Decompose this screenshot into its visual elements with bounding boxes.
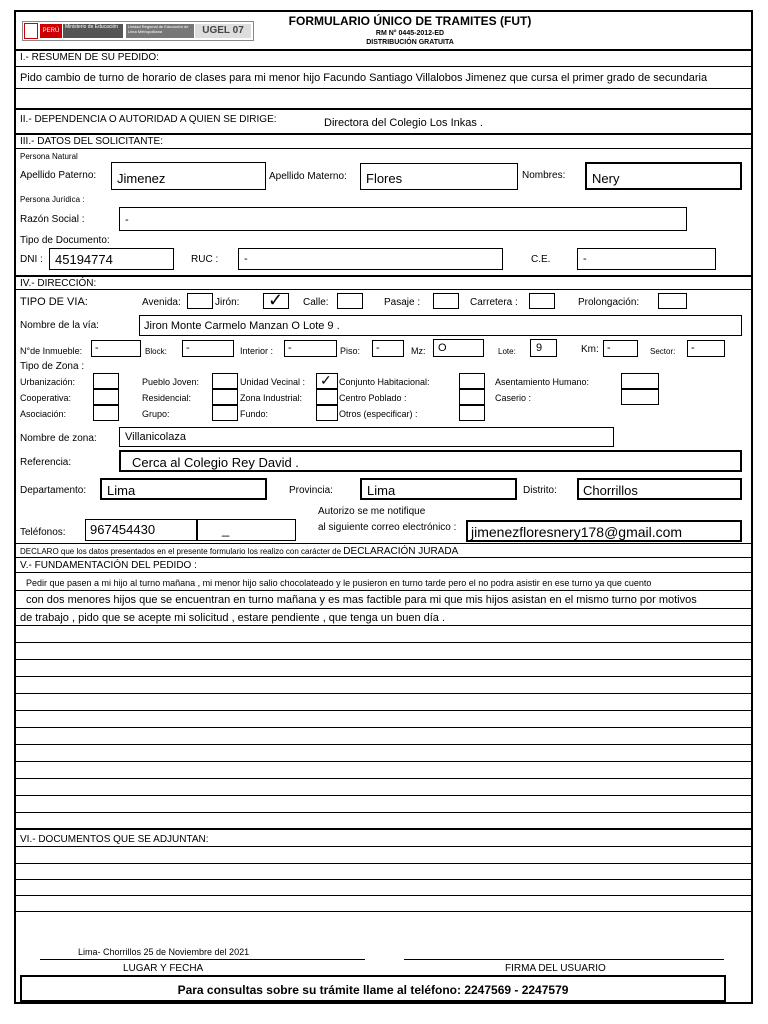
- distrito-value: Chorrillos: [583, 483, 638, 498]
- tipo-zona-label: Tipo de Zona :: [20, 361, 85, 372]
- ce-field[interactable]: [577, 248, 716, 270]
- ruc-value: -: [244, 253, 248, 265]
- divider: [14, 133, 753, 135]
- apellido-materno-value: Flores: [366, 171, 403, 186]
- apellido-materno-label: Apellido Materno:: [269, 171, 347, 182]
- fundo-label: Fundo:: [240, 409, 269, 419]
- nombres-value: Nery: [592, 171, 620, 186]
- apellido-paterno-value: Jimenez: [117, 171, 166, 186]
- divider: [14, 572, 753, 573]
- prolongacion-checkbox[interactable]: [658, 293, 687, 309]
- divider: [14, 846, 753, 847]
- lote-value: 9: [536, 342, 543, 354]
- mz-value: O: [438, 342, 447, 354]
- telefonos-label: Teléfonos:: [20, 527, 66, 538]
- nombre-zona-label: Nombre de zona:: [20, 433, 97, 444]
- frame-left: [14, 10, 16, 1004]
- logo-peru: PERÚ: [40, 24, 62, 38]
- form-title: FORMULARIO ÚNICO DE TRAMITES (FUT): [288, 14, 532, 28]
- zona-industrial-checkbox[interactable]: [316, 389, 338, 405]
- frame-top: [14, 10, 753, 12]
- tipo-via-label: TIPO DE VIA:: [20, 296, 88, 308]
- section6-title: VI.- DOCUMENTOS QUE SE ADJUNTAN:: [20, 834, 209, 845]
- mz-label: Mz:: [411, 346, 426, 356]
- divider: [14, 911, 753, 912]
- signature-line: [40, 959, 365, 960]
- km-value: -: [607, 342, 611, 354]
- divider: [14, 275, 753, 277]
- divider: [14, 289, 753, 290]
- divider: [14, 795, 753, 796]
- nombre-via-field[interactable]: [139, 315, 742, 336]
- cooperativa-label: Cooperativa:: [20, 393, 72, 403]
- asociacion-checkbox[interactable]: [93, 405, 119, 421]
- check-icon: ✓: [268, 290, 284, 310]
- nombre-via-value: Jiron Monte Carmelo Manzan O Lote 9 .: [144, 320, 340, 332]
- divider: [14, 659, 753, 660]
- referencia-label: Referencia:: [20, 457, 72, 468]
- urbanizacion-label: Urbanización:: [20, 377, 76, 387]
- asociacion-label: Asociación:: [20, 409, 67, 419]
- provincia-value: Lima: [367, 483, 396, 498]
- interior-field[interactable]: [284, 340, 337, 357]
- frame-right: [751, 10, 753, 1004]
- section1-title: I.- RESUMEN DE SU PEDIDO:: [20, 52, 159, 63]
- divider: [14, 761, 753, 762]
- grupo-checkbox[interactable]: [212, 405, 238, 421]
- referencia-field[interactable]: [119, 450, 742, 472]
- section5-title: V.- FUNDAMENTACIÓN DEL PEDIDO :: [20, 560, 197, 571]
- sector-field[interactable]: [687, 340, 725, 357]
- calle-label: Calle:: [303, 297, 329, 308]
- peru-shield-icon: [24, 23, 38, 39]
- sector-value: -: [691, 342, 695, 354]
- piso-field[interactable]: [372, 340, 404, 357]
- frame-bottom: [14, 1002, 753, 1004]
- pasaje-label: Pasaje :: [384, 297, 421, 308]
- consultas-box: [20, 975, 726, 1002]
- provincia-field[interactable]: [360, 478, 517, 500]
- logos: [22, 21, 254, 41]
- zona-industrial-label: Zona Industrial:: [240, 393, 303, 403]
- unidad-vecinal-checkbox[interactable]: [316, 373, 338, 389]
- lugar-fecha-value: Lima- Chorrillos 25 de Noviembre del 2021: [78, 947, 250, 957]
- asentamiento-humano-label: Asentamiento Humano:: [495, 377, 590, 387]
- caserio-label: Caserio :: [495, 393, 532, 403]
- departamento-label: Departamento:: [20, 485, 87, 496]
- divider: [14, 812, 753, 813]
- grupo-label: Grupo:: [142, 409, 170, 419]
- divider: [14, 66, 753, 67]
- block-label: Block:: [145, 347, 167, 356]
- fundamentacion-line1: Pedir que pasen a mi hijo al turno mañana , mi menor hijo salio chocolateado y le pusieron en turno tarde pero el no podra asistir en ese turno ya que cuento: [26, 578, 652, 588]
- divider: [14, 863, 753, 864]
- section2-title: II.- DEPENDENCIA O AUTORIDAD A QUIEN SE DIRIGE:: [20, 114, 277, 125]
- form-rm: RM N° 0445-2012-ED: [375, 30, 445, 37]
- telefono2-field[interactable]: [197, 519, 296, 541]
- divider: [14, 828, 753, 830]
- centro-poblado-label: Centro Poblado :: [339, 393, 407, 403]
- fundo-checkbox[interactable]: [316, 405, 338, 421]
- divider: [14, 543, 753, 544]
- section1-text: Pido cambio de turno de horario de clases para mi menor hijo Facundo Santiago Villalobos Jimenez que cursa el primer grado de secundaria: [20, 72, 708, 84]
- divider: [14, 895, 753, 896]
- avenida-checkbox[interactable]: [187, 293, 213, 309]
- apellido-paterno-label: Apellido Paterno:: [20, 170, 97, 181]
- logo-ugel: UGEL 07: [195, 24, 251, 38]
- piso-value: -: [376, 342, 380, 354]
- email-field[interactable]: [466, 520, 742, 542]
- referencia-value: Cerca al Colegio Rey David .: [132, 455, 299, 470]
- section2-value: Directora del Colegio Los Inkas .: [324, 117, 483, 129]
- telefono1-field[interactable]: [85, 519, 197, 541]
- unidad-vecinal-label: Unidad Vecinal :: [240, 377, 306, 387]
- nombres-label: Nombres:: [522, 170, 566, 181]
- declaro-main: DECLARO que los datos presentados en el presente formulario los realizo con carácter de: [20, 547, 342, 556]
- logo-ministerio: Ministerio de Educación: [63, 24, 123, 38]
- sector-label: Sector:: [650, 347, 676, 356]
- residencial-label: Residencial:: [142, 393, 192, 403]
- otros-checkbox[interactable]: [459, 405, 485, 421]
- departamento-field[interactable]: [100, 478, 267, 500]
- piso-label: Piso:: [340, 346, 361, 356]
- inmueble-label: N°de Inmueble:: [20, 346, 83, 356]
- carretera-checkbox[interactable]: [529, 293, 555, 309]
- mz-field[interactable]: [433, 339, 484, 357]
- conjunto-habitacional-checkbox[interactable]: [459, 373, 485, 389]
- provincia-label: Provincia:: [289, 485, 333, 496]
- interior-value: -: [288, 342, 292, 354]
- section4-title: IV.- DIRECCIÓN:: [20, 278, 97, 289]
- pueblo-joven-checkbox[interactable]: [212, 373, 238, 389]
- dni-value: 45194774: [55, 252, 113, 267]
- block-value: -: [186, 342, 190, 354]
- persona-juridica-label: Persona Jurídica :: [20, 195, 85, 204]
- caserio-checkbox[interactable]: [621, 389, 659, 405]
- avenida-label: Avenida:: [142, 297, 181, 308]
- ce-value: -: [583, 253, 587, 265]
- ruc-field[interactable]: [238, 248, 503, 270]
- nombres-field[interactable]: [585, 162, 742, 190]
- divider: [14, 710, 753, 711]
- signature-line: [404, 959, 724, 960]
- interior-label: Interior :: [240, 346, 274, 356]
- lote-label: Lote:: [498, 347, 516, 356]
- divider: [14, 557, 753, 558]
- distrito-field[interactable]: [577, 478, 742, 500]
- departamento-value: Lima: [107, 483, 136, 498]
- divider: [14, 744, 753, 745]
- urbanizacion-checkbox[interactable]: [93, 373, 119, 389]
- inmueble-field[interactable]: [91, 340, 141, 357]
- centro-poblado-checkbox[interactable]: [459, 389, 485, 405]
- divider: [14, 778, 753, 779]
- apellido-materno-field[interactable]: [360, 163, 518, 190]
- residencial-checkbox[interactable]: [212, 389, 238, 405]
- fundamentacion-line3: de trabajo , pido que se acepte mi solicitud , estare pendiente , que tenga un buen día .: [20, 612, 446, 624]
- divider: [14, 879, 753, 880]
- divider: [14, 727, 753, 728]
- jiron-checkbox[interactable]: [263, 290, 289, 310]
- ce-label: C.E.: [531, 254, 551, 265]
- form-distribution: DISTRIBUCIÓN GRATUITA: [366, 39, 454, 46]
- pasaje-checkbox[interactable]: [433, 293, 459, 309]
- divider: [14, 88, 753, 89]
- dni-field[interactable]: [49, 248, 174, 270]
- carretera-label: Carretera :: [470, 297, 518, 308]
- km-label: Km:: [581, 344, 599, 355]
- divider: [14, 608, 753, 609]
- fundamentacion-line2: con dos menores hijos que se encuentran en turno mañana y es mas factible para mi que mis hijos asistan en el mismo turno por motivos: [26, 594, 697, 606]
- consultas-text: Para consultas sobre su trámite llame al teléfono: 2247569 - 2247579: [177, 983, 569, 997]
- inmueble-value: -: [95, 342, 99, 354]
- divider: [14, 148, 753, 149]
- divider: [14, 642, 753, 643]
- nombre-zona-field[interactable]: [119, 427, 614, 447]
- email-value: jimenezfloresnery178@gmail.com: [471, 524, 683, 540]
- logo-region: Unidad Regional de Educación de Lima Metropolitana: [126, 24, 194, 38]
- firma-label: FIRMA DEL USUARIO: [505, 963, 606, 974]
- tipo-documento-label: Tipo de Documento:: [20, 235, 110, 246]
- check-icon: ✓: [320, 372, 332, 388]
- divider: [14, 108, 753, 110]
- razon-social-field[interactable]: [119, 207, 687, 231]
- apellido-paterno-field[interactable]: [111, 162, 266, 190]
- dni-label: DNI :: [20, 254, 43, 265]
- nombre-via-label: Nombre de la vía:: [20, 320, 99, 331]
- lote-field[interactable]: [530, 339, 557, 357]
- razon-social-value: -: [125, 214, 129, 226]
- declaro-bold: DECLARACIÓN JURADA: [343, 546, 459, 557]
- nombre-zona-value: Villanicolaza: [125, 431, 186, 443]
- divider: [14, 625, 753, 626]
- distrito-label: Distrito:: [523, 485, 557, 496]
- divider: [14, 590, 753, 591]
- divider: [14, 693, 753, 694]
- jiron-label: Jirón:: [215, 297, 240, 308]
- conjunto-habitacional-label: Conjunto Habitacional:: [339, 377, 430, 387]
- autorizo-label-1: Autorizo se me notifique: [318, 506, 426, 517]
- divider: [14, 676, 753, 677]
- section3-title: III.- DATOS DEL SOLICITANTE:: [20, 136, 163, 147]
- otros-label: Otros (especificar) :: [339, 409, 418, 419]
- km-field[interactable]: [603, 340, 638, 357]
- ruc-label: RUC :: [191, 254, 219, 265]
- block-field[interactable]: [182, 340, 234, 357]
- autorizo-label-2: al siguiente correo electrónico :: [318, 522, 457, 533]
- asentamiento-humano-checkbox[interactable]: [621, 373, 659, 389]
- lugar-fecha-label: LUGAR Y FECHA: [123, 963, 204, 974]
- calle-checkbox[interactable]: [337, 293, 363, 309]
- razon-social-label: Razón Social :: [20, 214, 85, 225]
- cooperativa-checkbox[interactable]: [93, 389, 119, 405]
- divider: [14, 49, 753, 51]
- telefono1-value: 967454430: [90, 522, 156, 537]
- prolongacion-label: Prolongación:: [578, 297, 640, 308]
- telefono2-value: _: [222, 522, 230, 537]
- pueblo-joven-label: Pueblo Joven:: [142, 377, 200, 387]
- persona-natural-label: Persona Natural: [20, 152, 78, 161]
